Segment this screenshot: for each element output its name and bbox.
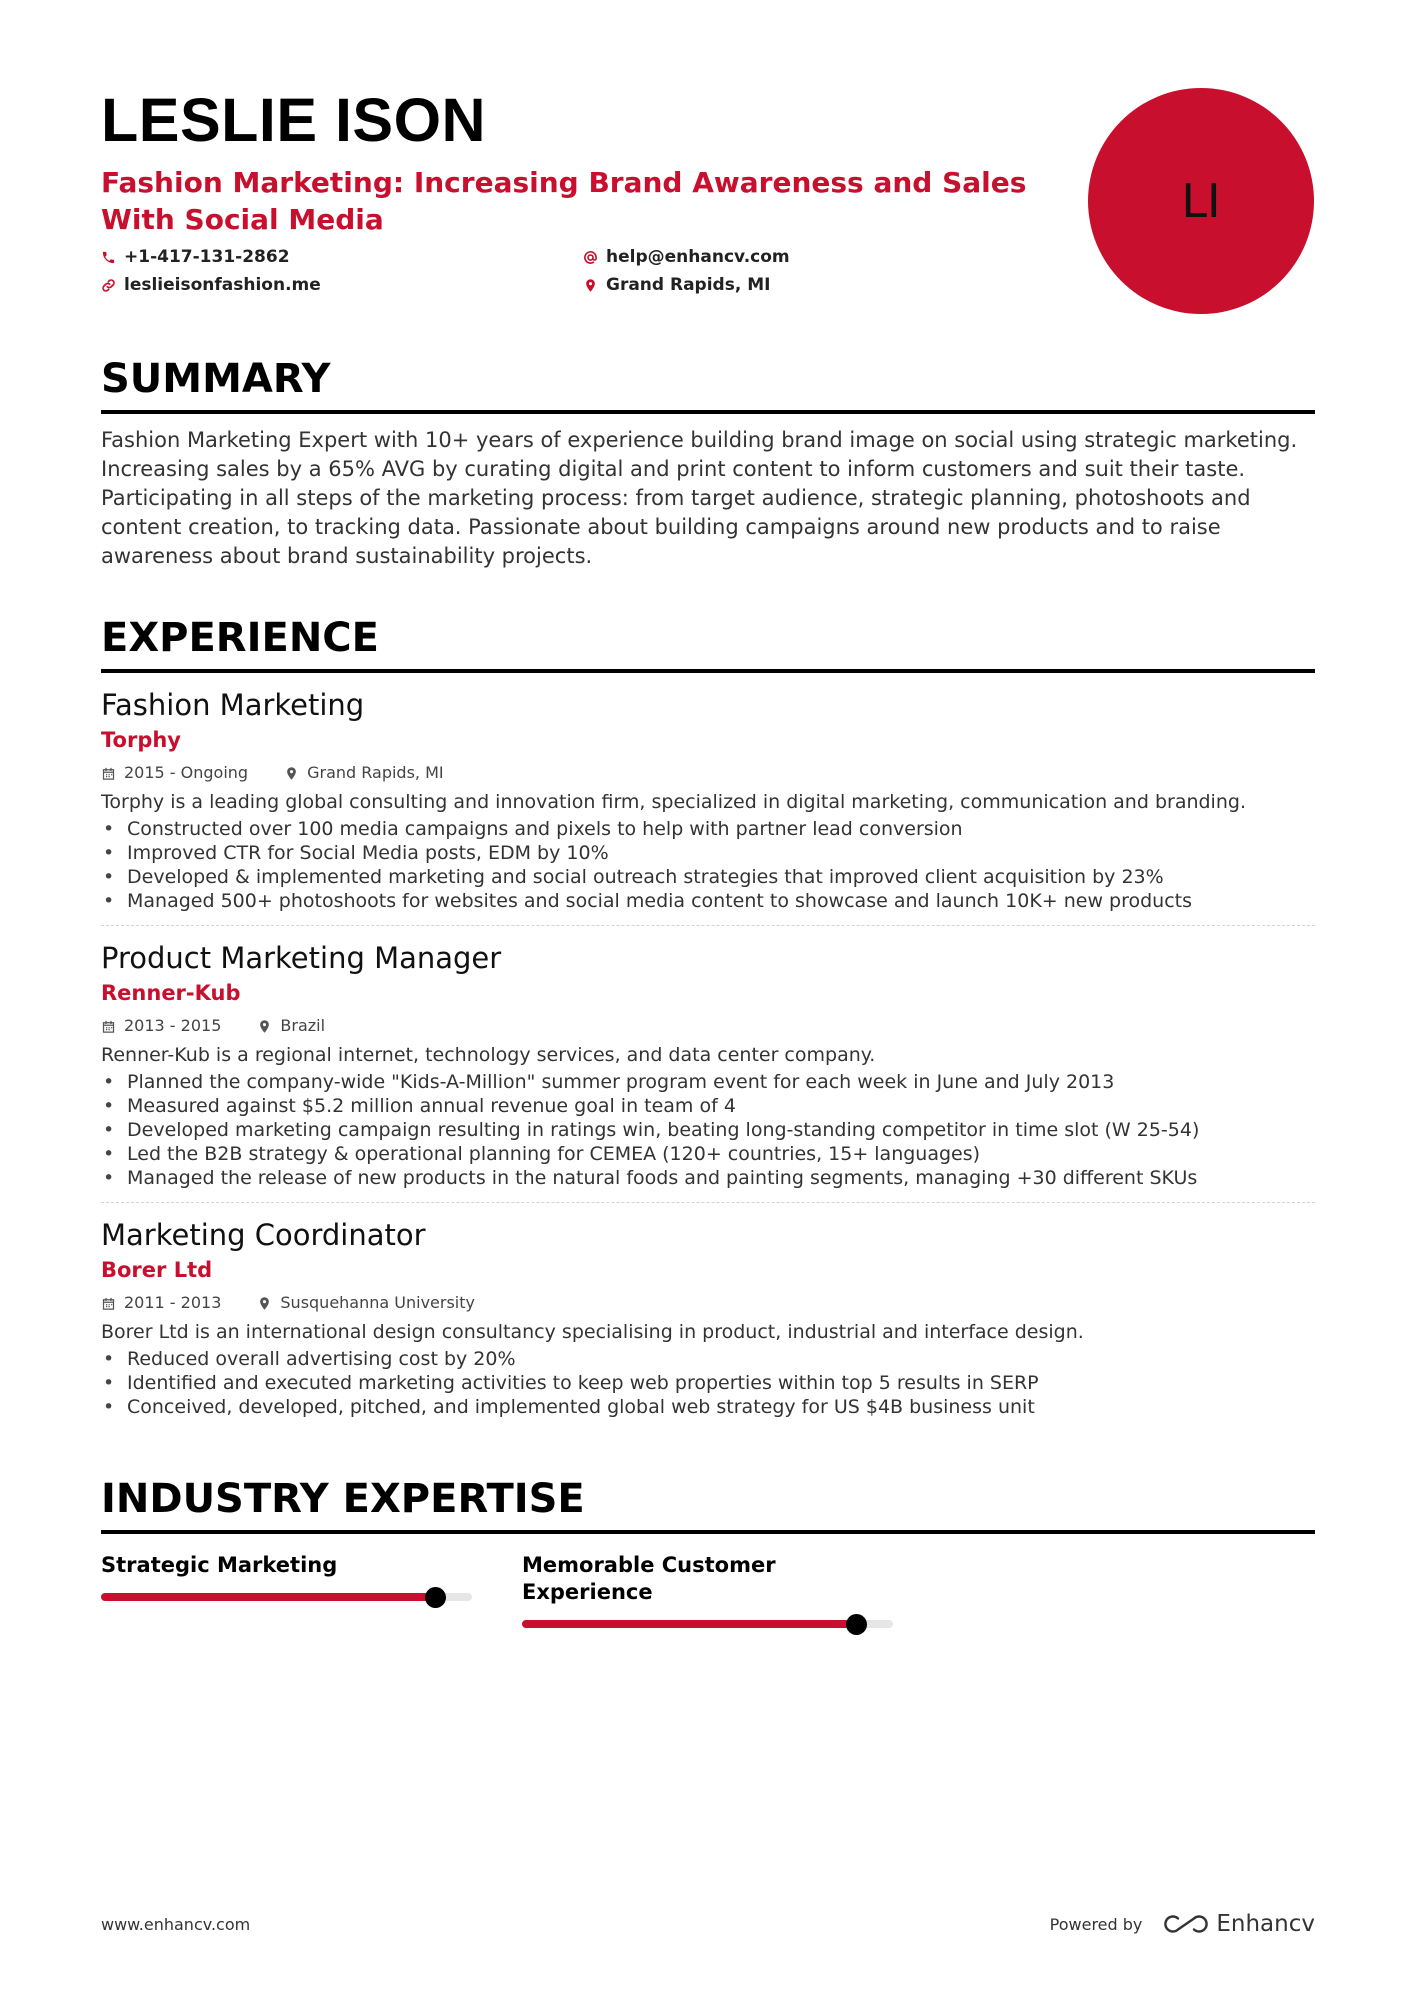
job-location: Brazil — [280, 1016, 326, 1035]
phone-icon — [101, 250, 116, 265]
brand-name: Enhancv — [1216, 1911, 1315, 1937]
job-description: Renner-Kub is a regional internet, technology services, and data center company. — [101, 1044, 876, 1066]
job-company: Renner-Kub — [101, 981, 241, 1005]
job-title: Product Marketing Manager — [101, 941, 502, 975]
section-title-experience: EXPERIENCE — [101, 615, 1315, 673]
skill-list — [101, 1552, 1315, 1628]
job-bullet: • Led the B2B strategy & operational planning for CEMEA (120+ countries, 15+ languages) — [101, 1142, 1315, 1166]
job-entry — [101, 673, 1315, 926]
job-bullets — [101, 1070, 1315, 1190]
avatar-initials: LI — [1181, 174, 1221, 228]
contact-info — [101, 246, 1081, 296]
map-pin-icon — [583, 278, 598, 293]
job-meta — [101, 761, 1315, 785]
job-entry — [101, 1203, 1315, 1431]
resume-header — [101, 88, 1081, 296]
job-meta — [101, 1014, 1315, 1038]
contact-website[interactable] — [101, 274, 583, 296]
skill-level-bar — [522, 1620, 893, 1628]
email-text: help@enhancv.com — [606, 247, 790, 267]
job-bullet: • Improved CTR for Social Media posts, EDM by 10% — [101, 841, 1315, 865]
experience-section — [101, 615, 1315, 1431]
expertise-section — [101, 1476, 1315, 1628]
job-bullet: • Measured against $5.2 million annual revenue goal in team of 4 — [101, 1094, 1315, 1118]
enhancv-logo-icon — [1164, 1912, 1210, 1936]
contact-phone[interactable] — [101, 246, 583, 268]
brand-logo[interactable] — [1164, 1911, 1315, 1937]
job-meta — [101, 1291, 1315, 1315]
calendar-icon — [101, 1296, 116, 1311]
skill-item — [522, 1552, 893, 1628]
skill-level-bar — [101, 1593, 472, 1601]
section-title-expertise: INDUSTRY EXPERTISE — [101, 1476, 1315, 1534]
skill-name: Memorable Customer Experience — [522, 1553, 776, 1604]
summary-section — [101, 356, 1315, 571]
phone-text: +1-417-131-2862 — [124, 247, 290, 267]
contact-email[interactable] — [583, 246, 1065, 268]
calendar-icon — [101, 1019, 116, 1034]
job-location: Grand Rapids, MI — [307, 763, 444, 782]
contact-location — [583, 274, 1065, 296]
calendar-icon — [101, 766, 116, 781]
website-text: leslieisonfashion.me — [124, 275, 321, 295]
job-bullet: • Identified and executed marketing activities to keep web properties within top 5 results in SERP — [101, 1371, 1315, 1395]
job-bullet: • Constructed over 100 media campaigns and pixels to help with partner lead conversion — [101, 817, 1315, 841]
location-text: Grand Rapids, MI — [606, 275, 771, 295]
job-bullet: • Developed marketing campaign resulting in ratings win, beating long-standing competitor in time slot (W 25-54) — [101, 1118, 1315, 1142]
job-company: Torphy — [101, 728, 181, 752]
skill-name: Strategic Marketing — [101, 1553, 338, 1577]
job-description: Torphy is a leading global consulting and innovation firm, specialized in digital marketing, communication and branding. — [101, 791, 1246, 813]
job-dates: 2013 - 2015 — [124, 1016, 222, 1035]
job-bullets — [101, 1347, 1315, 1419]
job-bullet: • Reduced overall advertising cost by 20% — [101, 1347, 1315, 1371]
job-dates: 2015 - Ongoing — [124, 763, 249, 782]
job-location: Susquehanna University — [280, 1293, 475, 1312]
skill-level-fill — [101, 1593, 435, 1601]
job-bullets — [101, 817, 1315, 913]
candidate-headline: Fashion Marketing: Increasing Brand Awareness and Sales With Social Media — [101, 166, 1027, 236]
summary-text: Fashion Marketing Expert with 10+ years of experience building brand image on social using strategic marketing. Increasing sales by a 65% AVG by curating digital and print content to inform customers and suit their taste. Participating in all steps of the marketing process: from target audience, strategic planning, photoshoots and content creation, to tracking data. Passionate about building campaigns around new products and to raise awareness about brand sustainability projects. — [101, 428, 1298, 568]
link-icon — [101, 278, 116, 293]
job-title: Marketing Coordinator — [101, 1218, 426, 1252]
avatar — [1088, 88, 1314, 314]
job-bullet: • Managed 500+ photoshoots for websites and social media content to showcase and launch 10K+ new products — [101, 889, 1315, 913]
job-bullet: • Managed the release of new products in the natural foods and painting segments, managing +30 different SKUs — [101, 1166, 1315, 1190]
powered-by-text: Powered by — [1049, 1914, 1143, 1934]
footer-url[interactable]: www.enhancv.com — [101, 1914, 251, 1934]
page-footer — [101, 1909, 1315, 1939]
job-bullet: • Planned the company-wide "Kids-A-Million" summer program event for each week in June and July 2013 — [101, 1070, 1315, 1094]
job-description: Borer Ltd is an international design consultancy specialising in product, industrial and interface design. — [101, 1321, 1084, 1343]
map-pin-icon — [257, 1296, 272, 1311]
job-entry — [101, 926, 1315, 1203]
section-title-summary: SUMMARY — [101, 356, 1315, 414]
candidate-name: LESLIE ISON — [101, 86, 487, 154]
map-pin-icon — [257, 1019, 272, 1034]
job-bullet: • Conceived, developed, pitched, and implemented global web strategy for US $4B business unit — [101, 1395, 1315, 1419]
job-company: Borer Ltd — [101, 1258, 213, 1282]
skill-level-fill — [522, 1620, 856, 1628]
job-bullet: • Developed & implemented marketing and social outreach strategies that improved client acquisition by 23% — [101, 865, 1315, 889]
footer-branding — [1050, 1911, 1315, 1937]
job-list — [101, 673, 1315, 1431]
skill-level-knob — [425, 1587, 446, 1608]
job-title: Fashion Marketing — [101, 688, 365, 722]
skill-level-knob — [846, 1614, 867, 1635]
map-pin-icon — [284, 766, 299, 781]
skill-item — [101, 1552, 472, 1628]
job-dates: 2011 - 2013 — [124, 1293, 222, 1312]
at-icon — [583, 250, 598, 265]
